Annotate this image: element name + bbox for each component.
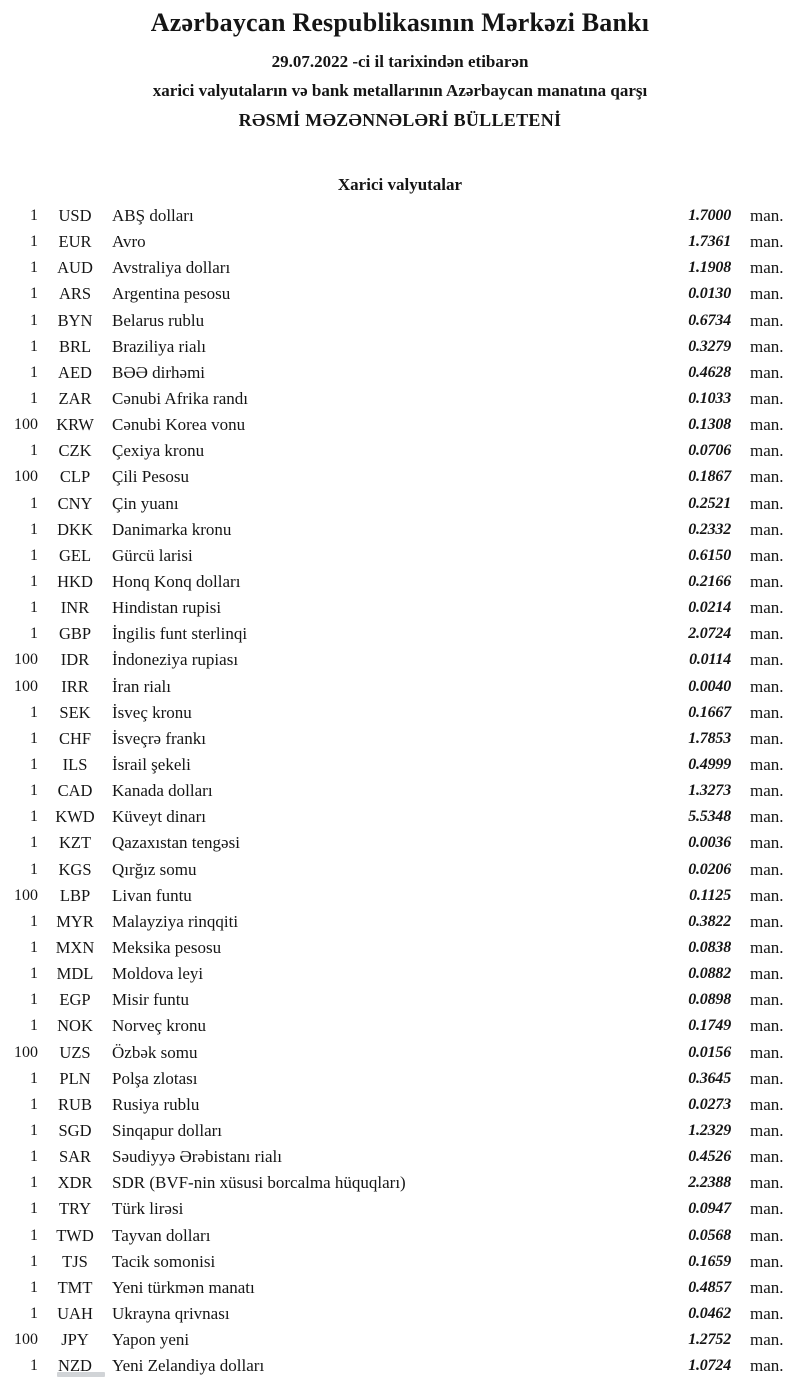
rate-value: 0.1033 [688, 390, 731, 408]
rate-value: 1.2329 [688, 1121, 731, 1139]
rate-value: 1.3273 [688, 782, 731, 800]
currency-name: Ukrayna qrivnası [112, 1303, 230, 1323]
rate-value: 0.4526 [688, 1148, 731, 1166]
rate-row [0, 804, 800, 830]
currency-name: Yeni türkmən manatı [112, 1277, 255, 1297]
quantity-value: 1 [30, 311, 38, 329]
currency-code: JPY [61, 1330, 89, 1350]
currency-name: Səudiyyə Ərəbistanı rialı [112, 1147, 282, 1167]
rate-row [0, 1353, 800, 1377]
unit-label: man. [750, 493, 784, 513]
unit-label: man. [750, 415, 784, 435]
currency-code: USD [58, 206, 92, 226]
quantity-value: 1 [30, 259, 38, 277]
unit-label: man. [750, 598, 784, 618]
currency-code: ZAR [58, 389, 92, 409]
unit-label: man. [750, 1303, 784, 1323]
quantity-value: 1 [30, 599, 38, 617]
quantity-value: 1 [30, 756, 38, 774]
quantity-value: 1 [30, 233, 38, 251]
quantity-value: 1 [30, 285, 38, 303]
currency-name: BƏƏ dirhəmi [112, 362, 206, 382]
rate-row [0, 726, 800, 752]
rate-row [0, 595, 800, 621]
rate-row [0, 203, 800, 229]
currency-code: XDR [57, 1173, 93, 1193]
currency-code: ARS [58, 284, 92, 304]
quantity-value: 100 [14, 416, 38, 434]
currency-code: TMT [57, 1277, 93, 1297]
currency-code: NOK [57, 1016, 93, 1036]
currency-code: KRW [56, 415, 94, 435]
rate-row [0, 1196, 800, 1222]
quantity-value: 100 [14, 677, 38, 695]
rate-value: 0.1659 [688, 1252, 731, 1270]
rate-value: 0.2166 [688, 573, 731, 591]
currency-name: Kanada dolları [112, 781, 213, 801]
quantity-value: 1 [30, 1069, 38, 1087]
unit-label: man. [750, 859, 784, 879]
rate-value: 0.0947 [688, 1200, 731, 1218]
currency-code: NZD [58, 1356, 92, 1376]
currency-name: Moldova leyi [112, 964, 204, 984]
rate-value: 0.6150 [688, 546, 731, 564]
quantity-value: 1 [30, 494, 38, 512]
rate-value: 1.2752 [688, 1331, 731, 1349]
quantity-value: 100 [14, 468, 38, 486]
unit-label: man. [750, 1330, 784, 1350]
currency-code: TJS [62, 1251, 88, 1271]
quantity-value: 1 [30, 965, 38, 983]
rate-value: 0.0040 [688, 677, 731, 695]
unit-label: man. [750, 650, 784, 670]
rate-value: 0.4857 [688, 1278, 731, 1296]
quantity-value: 1 [30, 1174, 38, 1192]
currency-name: Cənubi Korea vonu [112, 415, 246, 435]
unit-label: man. [750, 545, 784, 565]
unit-label: man. [750, 1277, 784, 1297]
currency-code: KGS [58, 859, 92, 879]
currency-code: AUD [57, 258, 93, 278]
rate-value: 0.0114 [689, 651, 731, 669]
currency-name: Hindistan rupisi [112, 598, 222, 618]
rate-row [0, 386, 800, 412]
rate-value: 1.0724 [688, 1357, 731, 1375]
rate-row [0, 491, 800, 517]
rate-value: 1.7000 [688, 207, 731, 225]
quantity-value: 1 [30, 834, 38, 852]
rate-row [0, 1222, 800, 1248]
currency-code: BRL [58, 336, 92, 356]
currency-code: TRY [58, 1199, 92, 1219]
currency-name: Polşa zlotası [112, 1068, 198, 1088]
currency-name: Belarus rublu [112, 310, 205, 330]
quantity-value: 1 [30, 729, 38, 747]
rate-row [0, 1013, 800, 1039]
currency-name: Danimarka kronu [112, 519, 232, 539]
rate-value: 1.7853 [688, 729, 731, 747]
unit-label: man. [750, 1016, 784, 1036]
currency-name: Tacik somonisi [112, 1251, 216, 1271]
unit-label: man. [750, 519, 784, 539]
unit-label: man. [750, 885, 784, 905]
rate-row [0, 360, 800, 386]
rate-row [0, 255, 800, 281]
rate-row [0, 1118, 800, 1144]
unit-label: man. [750, 1147, 784, 1167]
quantity-value: 1 [30, 573, 38, 591]
rate-value: 5.5348 [688, 808, 731, 826]
currency-name: Cənubi Afrika randı [112, 389, 248, 409]
currency-name: Yeni Zelandiya dolları [112, 1356, 265, 1376]
quantity-value: 1 [30, 207, 38, 225]
currency-name: Avstraliya dolları [112, 258, 231, 278]
unit-label: man. [750, 1199, 784, 1219]
currency-code: MYR [56, 911, 94, 931]
rate-row [0, 909, 800, 935]
currency-code: MXN [55, 938, 95, 957]
unit-label: man. [750, 1356, 784, 1376]
currency-code: UAH [57, 1303, 93, 1323]
currency-name: İsrail şekeli [112, 755, 191, 775]
currency-code: CHF [58, 728, 92, 748]
currency-name: Malayziya rinqqiti [112, 911, 239, 931]
rate-row [0, 987, 800, 1013]
currency-code: CLP [59, 467, 91, 487]
unit-label: man. [750, 467, 784, 487]
currency-code: TWD [56, 1225, 94, 1245]
quantity-value: 1 [30, 1017, 38, 1035]
currency-name: Argentina pesosu [112, 284, 231, 304]
unit-label: man. [750, 1068, 784, 1088]
currency-name: Qırğız somu [112, 859, 197, 879]
rate-value: 0.0214 [688, 599, 731, 617]
rate-row [0, 1327, 800, 1353]
rate-row [0, 308, 800, 334]
currency-code: LBP [59, 885, 91, 905]
rate-value: 0.0273 [688, 1095, 731, 1113]
rate-row [0, 674, 800, 700]
currency-name: Sinqapur dolları [112, 1120, 223, 1140]
currency-code: IDR [60, 650, 90, 670]
rate-row [0, 1249, 800, 1275]
rate-row [0, 752, 800, 778]
currency-name: Avro [112, 232, 146, 252]
currency-code: INR [60, 598, 90, 618]
quantity-value: 1 [30, 363, 38, 381]
rate-row [0, 1170, 800, 1196]
unit-label: man. [750, 1094, 784, 1114]
unit-label: man. [750, 833, 784, 853]
rate-row [0, 1066, 800, 1092]
unit-label: man. [750, 1173, 784, 1193]
quantity-value: 100 [14, 651, 38, 669]
currency-code: CNY [57, 493, 93, 513]
currency-name: İndoneziya rupiası [112, 650, 239, 670]
rate-row [0, 647, 800, 673]
quantity-value: 100 [14, 886, 38, 904]
rate-row [0, 1040, 800, 1066]
cutoff-next-section-artifact [57, 1372, 105, 1377]
rate-row [0, 1092, 800, 1118]
unit-label: man. [750, 728, 784, 748]
quantity-value: 1 [30, 546, 38, 564]
rate-value: 0.3822 [688, 912, 731, 930]
rate-value: 0.0036 [688, 834, 731, 852]
unit-label: man. [750, 284, 784, 304]
currency-name: Meksika pesosu [112, 938, 222, 957]
rate-value: 0.1308 [688, 416, 731, 434]
currency-code: CZK [58, 441, 92, 461]
currency-name: Honq Konq dolları [112, 572, 241, 592]
currency-code: BYN [57, 310, 93, 330]
rate-value: 1.1908 [688, 259, 731, 277]
currency-name: SDR (BVF-nin xüsusi borcalma hüquqları) [112, 1173, 406, 1193]
rate-value: 0.3279 [688, 337, 731, 355]
rate-row [0, 830, 800, 856]
quantity-value: 1 [30, 991, 38, 1009]
rate-row [0, 543, 800, 569]
rate-row [0, 1275, 800, 1301]
rate-row [0, 438, 800, 464]
currency-code: RUB [58, 1094, 92, 1114]
unit-label: man. [750, 310, 784, 330]
bank-title: Azərbaycan Respublikasının Mərkəzi Bankı [150, 8, 650, 37]
quantity-value: 1 [30, 912, 38, 930]
rate-value: 0.0462 [688, 1304, 731, 1322]
rate-row [0, 281, 800, 307]
unit-label: man. [750, 755, 784, 775]
unit-label: man. [750, 1042, 784, 1062]
quantity-value: 1 [30, 1304, 38, 1322]
currency-code: KZT [58, 833, 92, 853]
quantity-value: 100 [14, 1043, 38, 1061]
quantity-value: 1 [30, 1148, 38, 1166]
currency-name: Tayvan dolları [112, 1225, 211, 1245]
quantity-value: 1 [30, 1121, 38, 1139]
rate-value: 0.0898 [688, 991, 731, 1009]
currency-code: DKK [57, 519, 93, 539]
unit-label: man. [750, 911, 784, 931]
currency-name: Çili Pesosu [112, 467, 189, 487]
rate-value: 0.4628 [688, 363, 731, 381]
rate-value: 0.3645 [688, 1069, 731, 1087]
currency-name: Çexiya kronu [112, 441, 205, 461]
currency-code: GEL [58, 545, 92, 565]
currency-code: AED [58, 362, 92, 382]
rate-row [0, 569, 800, 595]
rate-row [0, 857, 800, 883]
quantity-value: 1 [30, 1095, 38, 1113]
unit-label: man. [750, 441, 784, 461]
rate-value: 0.1867 [688, 468, 731, 486]
rate-row [0, 334, 800, 360]
rate-value: 2.2388 [688, 1174, 731, 1192]
rate-value: 0.0206 [688, 860, 731, 878]
rate-value: 0.1667 [688, 703, 731, 721]
unit-label: man. [750, 964, 784, 984]
rate-row [0, 935, 800, 961]
rate-value: 0.0706 [688, 442, 731, 460]
currency-code: ILS [62, 755, 88, 775]
quantity-value: 1 [30, 1200, 38, 1218]
unit-label: man. [750, 702, 784, 722]
currency-code: GBP [58, 624, 92, 644]
rate-value: 0.0156 [688, 1043, 731, 1061]
currency-code: UZS [59, 1042, 91, 1062]
currency-name: Çin yuanı [112, 493, 179, 513]
rate-value: 0.1749 [688, 1017, 731, 1035]
quantity-value: 1 [30, 1252, 38, 1270]
unit-label: man. [750, 389, 784, 409]
quantity-value: 1 [30, 860, 38, 878]
currency-name: Braziliya rialı [112, 336, 206, 356]
rate-value: 0.2521 [688, 494, 731, 512]
currency-code: KWD [55, 807, 95, 827]
currency-code: EUR [58, 232, 92, 252]
currency-code: HKD [57, 572, 93, 592]
unit-label: man. [750, 807, 784, 827]
document-header [0, 0, 800, 132]
quantity-value: 1 [30, 390, 38, 408]
rate-value: 0.0838 [688, 939, 731, 956]
currency-name: Norveç kronu [112, 1016, 206, 1036]
currency-name: İngilis funt sterlinqi [112, 624, 248, 644]
rate-value: 0.6734 [688, 311, 731, 329]
quantity-value: 1 [30, 520, 38, 538]
quantity-value: 1 [30, 1226, 38, 1244]
rate-value: 0.4999 [688, 756, 731, 774]
rate-row [0, 961, 800, 987]
currency-name: ABŞ dolları [112, 206, 194, 226]
rate-row [0, 229, 800, 255]
currency-code: IRR [61, 676, 89, 696]
currency-name: Özbək somu [112, 1042, 198, 1062]
unit-label: man. [750, 676, 784, 696]
rate-row [0, 517, 800, 543]
unit-label: man. [750, 781, 784, 801]
unit-label: man. [750, 206, 784, 226]
currency-code: EGP [59, 990, 91, 1010]
currency-name: Gürcü larisi [112, 545, 193, 565]
currency-name: Küveyt dinarı [112, 807, 206, 827]
currency-name: İsveç kronu [112, 702, 192, 722]
bulletin-title: RƏSMİ MƏZƏNNƏLƏRİ BÜLLETENİ [238, 110, 562, 130]
currency-code: SGD [58, 1120, 92, 1140]
unit-label: man. [750, 990, 784, 1010]
rate-row [0, 464, 800, 490]
rate-value: 2.0724 [688, 625, 731, 643]
rate-value: 1.7361 [688, 233, 731, 251]
unit-label: man. [750, 362, 784, 382]
currency-code: PLN [59, 1068, 91, 1088]
currency-name: Türk lirəsi [112, 1199, 184, 1219]
rate-row [0, 1144, 800, 1170]
rate-row [0, 778, 800, 804]
quantity-value: 100 [14, 1331, 38, 1349]
unit-label: man. [750, 232, 784, 252]
currency-code: MDL [56, 964, 94, 984]
currency-code: SEK [59, 702, 91, 722]
currency-name: Rusiya rublu [112, 1094, 200, 1114]
unit-label: man. [750, 1225, 784, 1245]
unit-label: man. [750, 1120, 784, 1140]
unit-label: man. [750, 336, 784, 356]
unit-label: man. [750, 938, 784, 957]
unit-label: man. [750, 624, 784, 644]
quantity-value: 1 [30, 939, 38, 956]
currency-code: SAR [58, 1147, 92, 1167]
currency-name: Livan funtu [112, 885, 192, 905]
quantity-value: 1 [30, 442, 38, 460]
rate-value: 0.0568 [688, 1226, 731, 1244]
unit-label: man. [750, 1251, 784, 1271]
effective-date-line: 29.07.2022 -ci il tarixindən etibarən [271, 52, 529, 71]
quantity-value: 1 [30, 703, 38, 721]
subtitle-line: xarici valyutaların və bank metallarının Azərbaycan manatına qarşı [152, 81, 648, 100]
currency-name: Qazaxıstan tengəsi [112, 833, 240, 853]
rate-value: 0.0130 [688, 285, 731, 303]
quantity-value: 1 [30, 1278, 38, 1296]
section-title-foreign-currencies: Xarici valyutalar [337, 175, 463, 194]
rate-row [0, 1301, 800, 1327]
rate-row [0, 700, 800, 726]
unit-label: man. [750, 258, 784, 278]
rate-row [0, 883, 800, 909]
quantity-value: 1 [30, 782, 38, 800]
quantity-value: 1 [30, 1357, 38, 1375]
quantity-value: 1 [30, 808, 38, 826]
currency-name: İran rialı [112, 676, 171, 696]
rate-value: 0.0882 [688, 965, 731, 983]
currency-name: Yapon yeni [112, 1330, 190, 1350]
rate-value: 0.2332 [688, 520, 731, 538]
currency-name: Misir funtu [112, 990, 189, 1010]
quantity-value: 1 [30, 625, 38, 643]
quantity-value: 1 [30, 337, 38, 355]
rate-value: 0.1125 [689, 886, 731, 904]
unit-label: man. [750, 572, 784, 592]
rates-table [0, 203, 800, 1377]
rate-row [0, 621, 800, 647]
rate-row [0, 412, 800, 438]
currency-code: CAD [57, 781, 93, 801]
currency-name: İsveçrə frankı [112, 728, 206, 748]
